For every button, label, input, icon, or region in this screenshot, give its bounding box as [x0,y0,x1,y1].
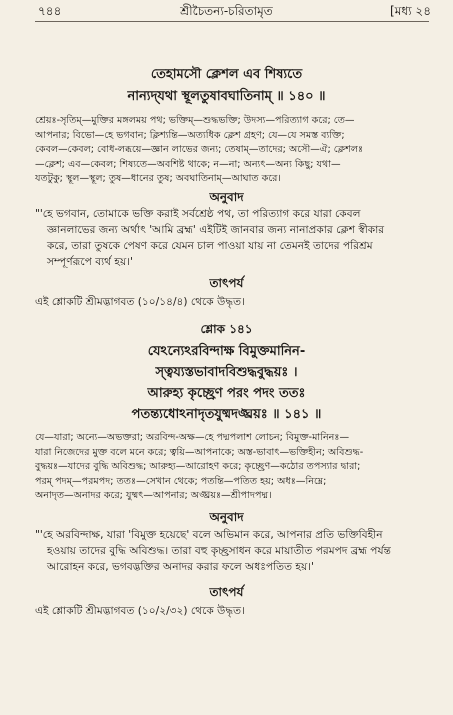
synonym-line: যারা নিজেদের মুক্ত বলে মনে করে; ত্বয়ি—আপনাকে; অস্ত-ভাবাৎ—ভক্তিহীন; অবিশুদ্ধ- [35,446,364,458]
verse-141-heading: শ্লোক ১৪১ [200,322,253,336]
translation-line: জ্ঞানলাভের জন্য অর্থাৎ 'আমি ব্রহ্ম' এইটিই জানবার জন্য নানাপ্রকার ক্লেশ স্বীকার [47,224,385,236]
synonym-line: বুদ্ধয়ঃ—যাদের বুদ্ধি অবিশুদ্ধ; আরুহ্য—আরোহণ করে; কৃচ্ছ্রেণ—কঠোর তপস্যার দ্বারা; [35,461,361,473]
verse-140-synonyms [35,114,429,187]
purport-heading: তাৎপর্য [209,585,244,599]
verse-141-line-2: স্ত্বয্যস্তভাবাদবিশুদ্ধবুদ্ধয়ঃ । [155,365,298,380]
translation-heading: অনুবাদ [209,190,244,204]
purport-text: এই শ্লোকটি শ্রীমদ্ভাগবত (১০/১৪/৪) থেকে উদ্ধৃত। [35,296,245,308]
purport-heading: তাৎপর্য [209,276,244,290]
synonym-line: যতটুকু; স্থূল—স্থূল; তুষ—ধানের তুষ; অবঘাতিনাম্—আঘাত করে। [35,173,281,185]
translation-line: হওয়ায় তাদের বুদ্ধি অবিশুদ্ধ। তারা বহু কৃচ্ছ্রসাধন করে মায়াতীত পরমপদ ব্রহ্ম পর্যন্ত [47,545,391,557]
translation-line: "'হে ভগবান, তোমাকে ভক্তি করাই সর্বশ্রেষ্ঠ পথ, তা পরিত্যাগ করে যারা কেবল [35,208,361,220]
translation-line: "'হে অরবিন্দাক্ষ, যারা 'বিমুক্ত হয়েছে' বলে অভিমান করে, আপনার প্রতি ভক্তিবিহীন [35,529,383,541]
verse-140-translation [35,206,429,270]
synonym-line: অনাদৃত—অনাদর করে; যুষ্মৎ—আপনার; অঙ্ঘ্রয়ঃ—শ্রীপাদপদ্ম। [35,490,272,502]
synonym-line: কেবল—কেবল; বোধ-লব্ধয়ে—জ্ঞান লাভের জন্য; তেষাম্—তাদের; অসৌ—ঐ; ক্লেশলঃ [35,144,364,156]
verse-140-line-2: নান্যদ্‌যথা স্থূলতুষাবঘাতিনাম্‌ ॥ ১৪০ ॥ [127,89,326,104]
header-divider [35,21,429,22]
purport-text: এই শ্লোকটি শ্রীমদ্ভাগবত (১০/২/৩২) থেকে উদ্ধৃত। [35,605,245,617]
chapter-label: [মধ্য ২৪ [390,4,431,18]
translation-line: সম্পূর্ণরূপে ব্যর্থ হয়।' [47,256,133,268]
translation-line: করে, তারা তুষকে পেষণ করে যেমন চাল পাওয়া যায় না তেমনই তাদের পরিশ্রম [47,240,373,252]
synonym-line: পরম্ পদম্—পরমপদ; ততঃ—সেখান থেকে; পতন্তি—পতিত হয়; অধঃ—নিম্নে; [35,475,327,487]
verse-141-line-4: পতন্ত্যধোঽনাদৃতযুষ্মদঙ্ঘ্রয়ঃ ॥ ১৪১ ॥ [131,407,322,422]
verse-141-translation [35,527,429,575]
verse-140-line-1: তেহামসৌ ক্লেশল এব শিষ্যতে [150,67,303,82]
synonym-line: —ক্লেশ; এব—কেবল; শিষ্যতে—অবশিষ্ট থাকে; ন—না; অন্যৎ—অন্য কিছু; যথা— [35,158,341,170]
page-header [0,0,453,20]
book-title: শ্রীচৈতন্য-চরিতামৃত [180,4,273,18]
verse-141-line-1: যেঽন্যেঽরবিন্দাক্ষ বিমুক্তমানিন- [147,344,306,359]
verse-141-purport [35,603,429,619]
page-number: ৭৪৪ [38,4,62,18]
synonym-line: আপনার; বিভো—হে ভগবান; ক্লিশ্যন্তি—অত্যধিক ক্লেশ গ্রহণ; যে—যে সমস্ত ব্যক্তি; [35,129,345,141]
synonym-line: শ্রেয়ঃ-সৃতিম্—মুক্তির মঙ্গলময় পথ; ভক্তিম্—শুদ্ধভক্তি; উদস্য—পরিত্যাগ করে; তে— [35,115,355,126]
verse-141-synonyms [35,431,429,504]
translation-heading: অনুবাদ [209,510,244,524]
synonym-line: যে—যারা; অন্যে—অভক্তরা; অরবিন্দ-অক্ষ—হে পদ্মপলাশ লোচন; বিমুক্ত-মানিনঃ— [35,432,350,443]
translation-line: আরোহন করে, ভগবদ্ভক্তির অনাদর করার ফলে অধঃপতিত হয়।' [47,561,314,573]
verse-141-line-3: আরুহ্য কৃচ্ছ্রেণ পরং পদং ততঃ [147,386,306,401]
verse-140-purport [35,294,429,310]
